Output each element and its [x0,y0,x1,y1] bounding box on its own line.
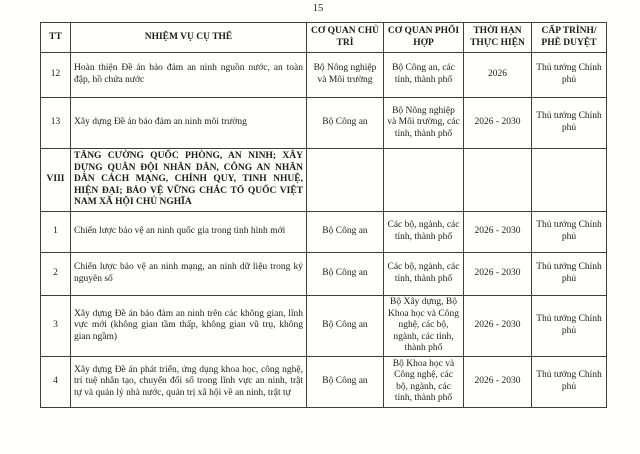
header-approval-level: CẤP TRÌNH/ PHÊ DUYỆT [532,23,607,53]
table-row [41,356,607,407]
task-cell: Hoàn thiện Đề án bảo đảm an ninh nguồn nước, an toàn đập, hồ chứa nước [71,53,307,98]
row-number: 12 [41,53,71,98]
timeframe-cell: 2026 [464,53,532,98]
section-header-row [41,149,607,212]
timeframe-cell: 2026 - 2030 [464,212,532,253]
lead-agency-cell: Bộ Nông nghiệp và Môi trường [307,53,384,98]
lead-agency-cell: Bộ Công an [307,98,384,149]
table-row [41,98,607,149]
task-assignment-table [40,22,607,408]
approval-cell: Thủ tướng Chính phủ [532,356,607,407]
header-coop-agency: CƠ QUAN PHỐI HỢP [384,23,464,53]
header-task: NHIỆM VỤ CỤ THỂ [71,23,307,53]
coop-agency-cell: Bộ Khoa học và Công nghệ, các bộ, ngành, các tỉnh, thành phố [384,356,464,407]
row-number: 1 [41,212,71,253]
timeframe-cell: 2026 - 2030 [464,98,532,149]
timeframe-cell: 2026 - 2030 [464,253,532,296]
row-number: VIII [41,149,71,212]
header-tt: TT [41,23,71,53]
row-number: 2 [41,253,71,296]
timeframe-cell [464,149,532,212]
lead-agency-cell: Bộ Công an [307,253,384,296]
task-cell: Chiến lược bảo vệ an ninh mạng, an ninh dữ liệu trong kỷ nguyên số [71,253,307,296]
lead-agency-cell: Bộ Công an [307,296,384,357]
approval-cell: Thủ tướng Chính phủ [532,253,607,296]
task-cell: Xây dựng Đề án bảo đảm an ninh môi trường [71,98,307,149]
task-cell: Xây dựng Đề án bảo đảm an ninh trên các không gian, lĩnh vực mới (không gian tầm thấp, không gian vũ trụ, không gian ngầm) [71,296,307,357]
lead-agency-cell [307,149,384,212]
row-number: 13 [41,98,71,149]
approval-cell: Thủ tướng Chính phủ [532,296,607,357]
table-row [41,253,607,296]
approval-cell: Thủ tướng Chính phủ [532,53,607,98]
timeframe-cell: 2026 - 2030 [464,356,532,407]
coop-agency-cell: Các bộ, ngành, các tỉnh, thành phố [384,253,464,296]
coop-agency-cell [384,149,464,212]
header-lead-agency: CƠ QUAN CHỦ TRÌ [307,23,384,53]
row-number: 3 [41,296,71,357]
coop-agency-cell: Bộ Xây dựng, Bộ Khoa học và Công nghệ, các bộ, ngành, các tỉnh, thành phố [384,296,464,357]
approval-cell: Thủ tướng Chính phủ [532,212,607,253]
section-title-cell: TĂNG CƯỜNG QUỐC PHÒNG, AN NINH; XÂY DỰNG QUÂN ĐỘI NHÂN DÂN, CÔNG AN NHÂN DÂN CÁCH MẠNG, CHÍNH QUY, TINH NHUỆ, HIỆN ĐẠI; BẢO VỆ VỮNG CHẮC TỔ QUỐC VIỆT NAM XÃ HỘI CHỦ NGHĨA [71,149,307,212]
lead-agency-cell: Bộ Công an [307,212,384,253]
coop-agency-cell: Các bộ, ngành, các tỉnh, thành phố [384,212,464,253]
coop-agency-cell: Bộ Nông nghiệp và Môi trường, các tỉnh, thành phố [384,98,464,149]
lead-agency-cell: Bộ Công an [307,356,384,407]
task-cell: Chiến lược bảo vệ an ninh quốc gia trong tình hình mới [71,212,307,253]
table-row [41,296,607,357]
timeframe-cell: 2026 - 2030 [464,296,532,357]
task-cell: Xây dựng Đề án phát triển, ứng dụng khoa học, công nghệ, trí tuệ nhân tạo, chuyển đổi số trong lĩnh vực an ninh, trật tự và quản lý nhà nước, quản trị xã hội về an ninh, trật tự [71,356,307,407]
approval-cell [532,149,607,212]
table-row [41,53,607,98]
table-header-row [41,23,607,53]
coop-agency-cell: Bộ Công an, các tỉnh, thành phố [384,53,464,98]
table-row [41,212,607,253]
approval-cell: Thủ tướng Chính phủ [532,98,607,149]
header-timeframe: THỜI HẠN THỰC HIỆN [464,23,532,53]
row-number: 4 [41,356,71,407]
page-number: 15 [312,3,324,14]
